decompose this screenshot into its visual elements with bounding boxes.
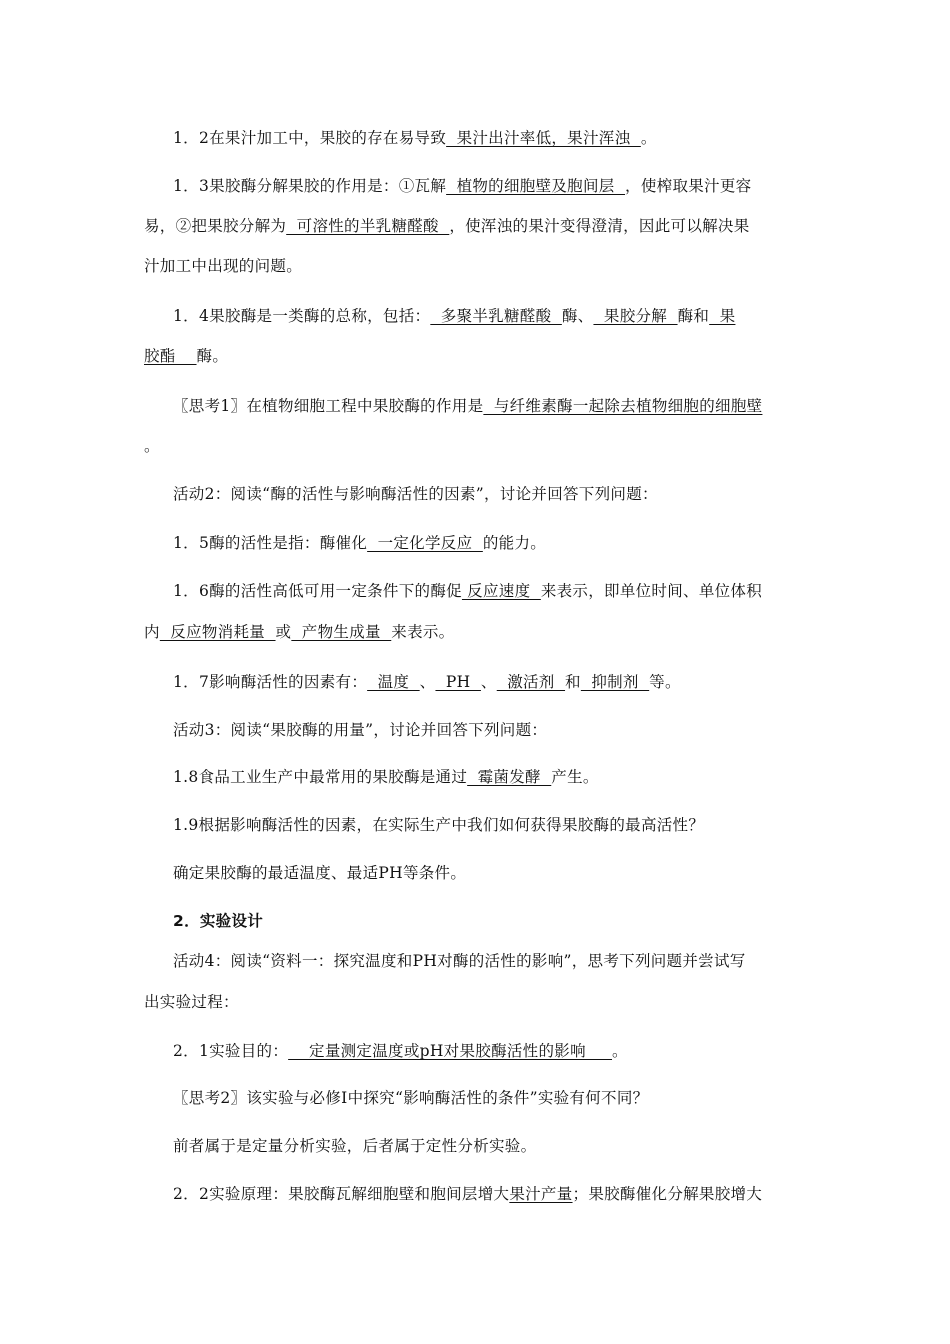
answer-blank: 可溶性的半乳糖醛酸 bbox=[286, 217, 450, 235]
activity-3: 活动3：阅读“果胶酶的用量”，讨论并回答下列问题： bbox=[173, 721, 548, 739]
text: 〖思考1〗在植物细胞工程中果胶酶的作用是 bbox=[173, 397, 484, 415]
item-1-6-line2 bbox=[144, 612, 808, 652]
text: 内 bbox=[144, 623, 160, 641]
item-1-5 bbox=[144, 523, 808, 563]
item-1-3-line2 bbox=[144, 206, 808, 246]
answer-think-2: 前者属于是定量分析实验，后者属于定性分析实验。 bbox=[173, 1137, 537, 1155]
text: 、 bbox=[419, 673, 436, 691]
item-1-3-line3: 汁加工中出现的问题。 bbox=[144, 257, 303, 275]
text: 来表示，即单位时间、单位体积 bbox=[540, 582, 763, 600]
answer-1-9: 确定果胶酶的最适温度、最适PH等条件。 bbox=[173, 864, 467, 882]
item-1-6-line1 bbox=[144, 571, 808, 611]
text: ；果胶酶催化分解果胶增大 bbox=[572, 1185, 763, 1203]
text: 1．7影响酶活性的因素有： bbox=[173, 673, 368, 691]
text: 或 bbox=[275, 623, 292, 641]
activity-2: 活动2：阅读“酶的活性与影响酶活性的因素”，讨论并回答下列问题： bbox=[173, 485, 658, 503]
item-2-1 bbox=[144, 1031, 808, 1071]
text: ，使浑浊的果汁变得澄清，因此可以解决果 bbox=[449, 217, 750, 235]
answer-blank: 胶酯 bbox=[144, 347, 197, 365]
item-1-2 bbox=[144, 118, 808, 158]
answer-blank: 植物的细胞壁及胞间层 bbox=[446, 177, 626, 195]
answer-blank: PH bbox=[435, 673, 481, 691]
text: 2．1实验目的： bbox=[173, 1042, 289, 1060]
item-1-9: 1.9根据影响酶活性的因素，在实际生产中我们如何获得果胶酶的最高活性？ bbox=[173, 816, 705, 834]
item-1-4-line2 bbox=[144, 336, 808, 376]
answer-blank: 产物生成量 bbox=[291, 623, 392, 641]
answer-blank: 激活剂 bbox=[496, 673, 566, 691]
think-2: 〖思考2〗该实验与必修Ⅰ中探究“影响酶活性的条件”实验有何不同？ bbox=[173, 1089, 649, 1107]
text: 1．4果胶酶是一类酶的总称，包括： bbox=[173, 307, 431, 325]
answer-blank: 反应物消耗量 bbox=[159, 623, 276, 641]
text: 1．2在果汁加工中，果胶的存在易导致 bbox=[173, 129, 447, 147]
item-1-7 bbox=[144, 662, 808, 702]
text: 和 bbox=[565, 673, 581, 691]
text: 易，②把果胶分解为 bbox=[144, 217, 287, 235]
text: 1.8食品工业生产中最常用的果胶酶是通过 bbox=[173, 768, 468, 786]
think-1-line2: 。 bbox=[144, 437, 160, 455]
answer-blank: 温度 bbox=[367, 673, 420, 691]
answer-blank: 果 bbox=[709, 307, 736, 325]
section-heading: 2．实验设计 bbox=[173, 912, 264, 930]
text: 产生。 bbox=[551, 768, 599, 786]
activity-4-line2: 出实验过程： bbox=[144, 993, 239, 1011]
text: 1．3果胶酶分解果胶的作用是：①瓦解 bbox=[173, 177, 447, 195]
text: ，使榨取果汁更容 bbox=[625, 177, 752, 195]
text: 1．6酶的活性高低可用一定条件下的酶促 bbox=[173, 582, 462, 600]
text: 等。 bbox=[649, 673, 681, 691]
answer-blank: 抑制剂 bbox=[580, 673, 650, 691]
text: 的能力。 bbox=[482, 534, 547, 552]
text: 酶和 bbox=[677, 307, 710, 325]
activity-4-line1: 活动4：阅读“资料一：探究温度和PH对酶的活性的影响”，思考下列问题并尝试写 bbox=[173, 952, 746, 970]
answer-blank: 果汁出汁率低，果汁浑浊 bbox=[446, 129, 641, 147]
text: 酶。 bbox=[196, 347, 229, 365]
item-2-2 bbox=[144, 1174, 808, 1214]
answer-blank: 与纤维素酶一起除去植物细胞的细胞壁 bbox=[483, 397, 763, 415]
answer-blank: 霉菌发酵 bbox=[467, 768, 552, 786]
item-1-3-line1 bbox=[144, 166, 808, 206]
text: 、 bbox=[480, 673, 497, 691]
text: 2．2实验原理：果胶酶瓦解细胞壁和胞间层增大 bbox=[173, 1185, 510, 1203]
item-1-8 bbox=[144, 757, 808, 797]
answer-blank: 一定化学反应 bbox=[367, 534, 483, 552]
text: 酶、 bbox=[561, 307, 594, 325]
text: 来表示。 bbox=[391, 623, 455, 641]
answer-blank: 果汁产量 bbox=[509, 1185, 573, 1203]
answer-blank: 多聚半乳糖醛酸 bbox=[430, 307, 562, 325]
text: 1．5酶的活性是指：酶催化 bbox=[173, 534, 368, 552]
text: 。 bbox=[612, 1042, 628, 1060]
answer-blank: 定量测定温度或pH对果胶酶活性的影响 bbox=[288, 1042, 613, 1060]
answer-blank: 果胶分解 bbox=[593, 307, 678, 325]
text: 。 bbox=[640, 129, 657, 147]
item-1-4-line1 bbox=[144, 296, 808, 336]
think-1-line1 bbox=[144, 386, 808, 426]
answer-blank: 反应速度 bbox=[461, 582, 541, 600]
